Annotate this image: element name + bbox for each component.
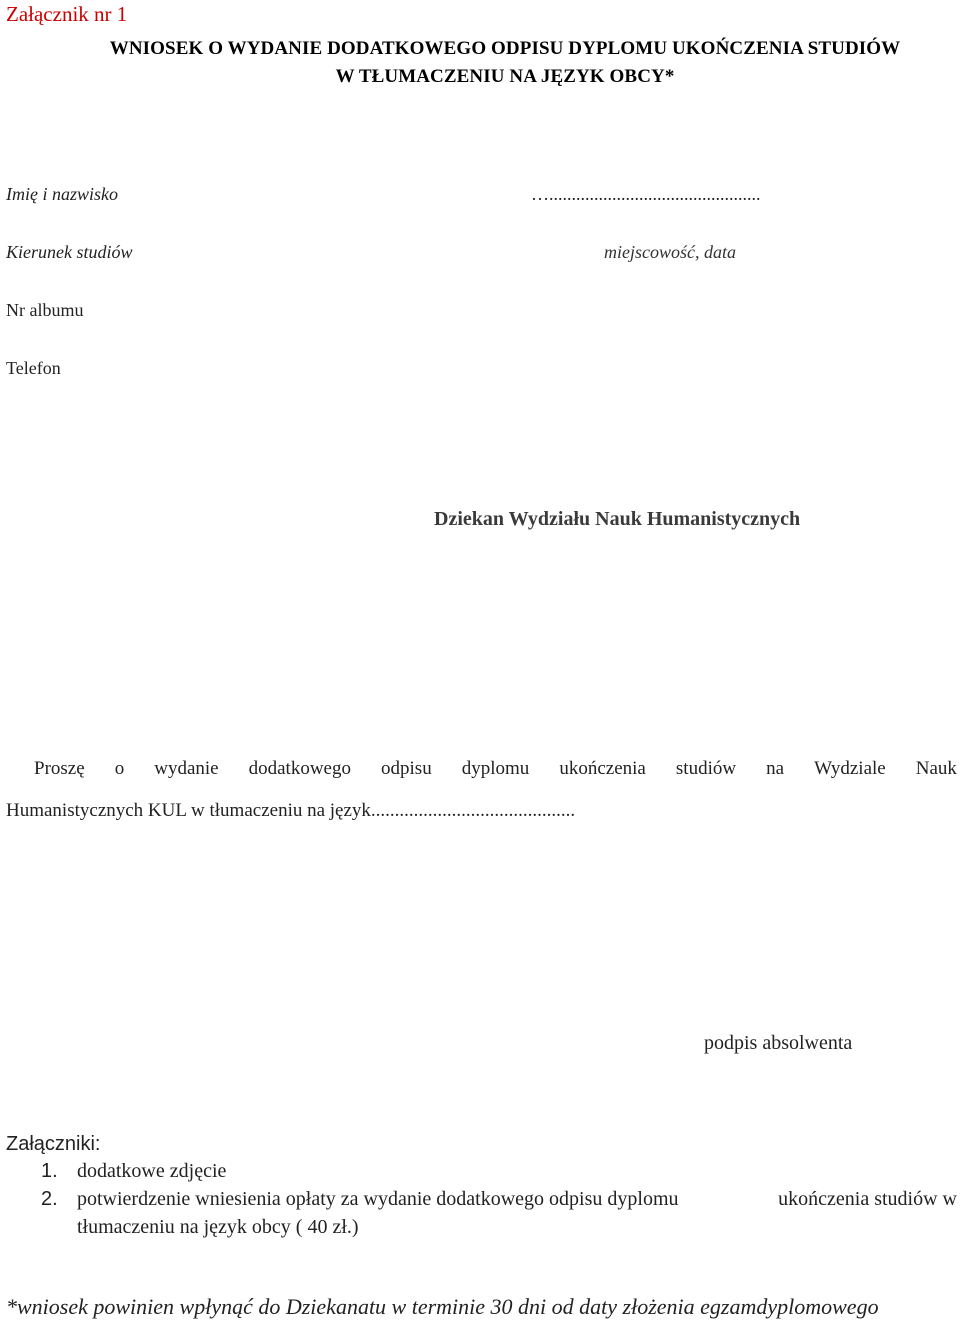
request-word: wydanie bbox=[154, 758, 219, 779]
footnote: *wniosek powinien wpłynąć do Dziekanatu w terminie 30 dni od daty złożenia egzamdyplomowego bbox=[6, 1294, 879, 1319]
request-word: o bbox=[114, 758, 125, 779]
name-label: Imię i nazwisko bbox=[6, 184, 118, 204]
annex-label: Załącznik nr 1 bbox=[6, 2, 128, 26]
addressee: Dziekan Wydziału Nauk Humanistycznych bbox=[434, 508, 801, 530]
request-word: ukończenia bbox=[559, 758, 646, 779]
attachment-text-right: ukończenia studiów w bbox=[778, 1188, 957, 1210]
signature-label: podpis absolwenta bbox=[704, 1032, 853, 1054]
document-title-line-1: WNIOSEK O WYDANIE DODATKOWEGO ODPISU DYPLOMU UKOŃCZENIA STUDIÓW bbox=[109, 38, 901, 59]
request-line-1 bbox=[6, 758, 957, 780]
attachment-number: 2. bbox=[41, 1188, 58, 1210]
field-of-study-label: Kierunek studiów bbox=[6, 242, 133, 262]
document-title-line-2: W TŁUMACZENIU NA JĘZYK OBCY* bbox=[335, 66, 675, 87]
attachments-label: Załączniki: bbox=[6, 1133, 101, 1155]
place-date-label: miejscowość, data bbox=[604, 242, 736, 262]
place-date-dots: …............................................... bbox=[531, 184, 761, 204]
attachment-text-line-2: tłumaczeniu na język obcy ( 40 zł.) bbox=[77, 1216, 359, 1238]
request-word: dodatkowego bbox=[248, 758, 351, 779]
attachment-number: 1. bbox=[41, 1160, 58, 1182]
album-number-label: Nr albumu bbox=[6, 300, 84, 320]
request-word: odpisu bbox=[381, 758, 432, 779]
request-word: Nauk bbox=[915, 758, 957, 779]
attachment-text-line-1 bbox=[77, 1188, 957, 1211]
request-word: na bbox=[766, 758, 785, 779]
request-word: Wydziale bbox=[814, 758, 886, 779]
request-word: studiów bbox=[675, 758, 737, 779]
request-word: dyplomu bbox=[461, 758, 530, 779]
phone-label: Telefon bbox=[6, 358, 61, 378]
attachment-text: dodatkowe zdjęcie bbox=[77, 1160, 227, 1182]
request-line-2: Humanistycznych KUL w tłumaczeniu na język........................................... bbox=[6, 800, 576, 821]
attachment-text-left: potwierdzenie wniesienia opłaty za wydanie dodatkowego odpisu dyplomu bbox=[77, 1188, 679, 1210]
request-word: Proszę bbox=[34, 758, 85, 779]
